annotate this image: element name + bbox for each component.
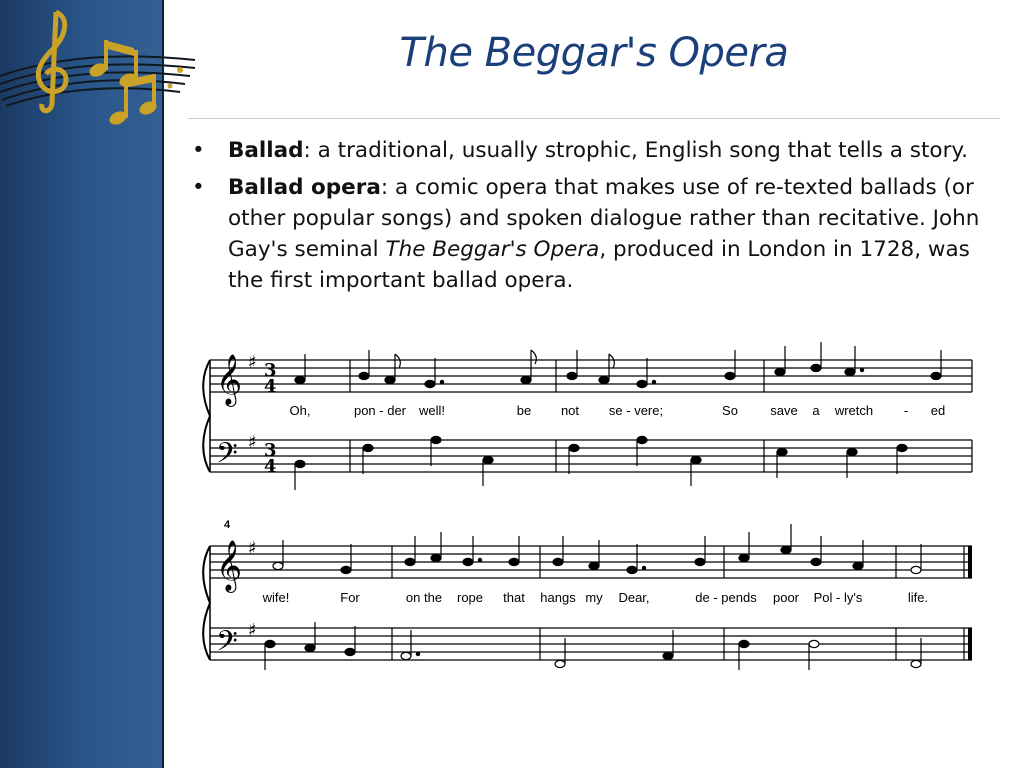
treble-notes-2 — [273, 524, 921, 574]
time-signature-icon: 3 — [264, 360, 277, 381]
treble-clef-icon: 𝄞 — [216, 354, 243, 405]
lyric-syllable: a — [812, 403, 820, 418]
term-label: Ballad — [228, 138, 304, 163]
lyric-syllable: pon - der — [353, 403, 407, 418]
lyric-syllable: on the — [405, 590, 443, 605]
time-signature-icon: 3 — [264, 440, 277, 461]
lyric-syllable: life. — [907, 590, 929, 605]
lyric-syllable: that — [503, 590, 525, 605]
bass-clef-icon: 𝄢 — [216, 625, 238, 665]
list-item — [188, 135, 988, 166]
definition-list — [188, 135, 988, 302]
treble-clef-icon: 𝄞 — [216, 540, 243, 591]
lyric-syllable: Dear, — [618, 590, 650, 605]
title-divider — [188, 118, 1000, 119]
key-signature-icon: ♯ — [248, 620, 257, 641]
lyric-syllable: wretch — [834, 403, 874, 418]
bullet-icon: • — [192, 175, 205, 200]
sheet-music — [196, 338, 986, 678]
lyric-syllable: de - pends — [695, 590, 757, 605]
lyric-syllable: well! — [418, 403, 446, 418]
time-signature-icon: 4 — [264, 376, 277, 397]
lyric-syllable: ed — [930, 403, 946, 418]
lyric-syllable: wife! — [262, 590, 290, 605]
key-signature-icon: ♯ — [248, 352, 257, 373]
lyric-syllable: se - vere; — [608, 403, 664, 418]
lyric-syllable: not — [560, 403, 580, 418]
lyric-syllable: my — [585, 590, 603, 605]
lyric-syllable: be — [516, 403, 532, 418]
lyric-syllable: So — [722, 403, 738, 418]
treble-notes-1 — [295, 342, 941, 388]
list-item — [188, 172, 988, 296]
time-signature-icon: 4 — [264, 456, 277, 477]
lyric-syllable: rope — [456, 590, 484, 605]
bullet-icon: • — [192, 138, 205, 163]
bass-notes-2 — [265, 622, 921, 670]
page-title: The Beggar's Opera — [399, 30, 789, 76]
lyric-syllable: - — [903, 403, 909, 418]
definition-text: , produced in London in 1728, was the first important ballad opera. — [228, 237, 970, 293]
key-signature-icon: ♯ — [248, 538, 257, 559]
lyric-syllable: save — [770, 403, 798, 418]
measure-number: 4 — [224, 519, 231, 531]
lyric-syllable: Pol - ly's — [813, 590, 863, 605]
term-label: Ballad opera — [228, 175, 381, 200]
lyric-syllable: poor — [772, 590, 800, 605]
lyric-syllable: For — [340, 590, 360, 605]
italic-title: The Beggar's Opera — [385, 237, 600, 262]
definition-text: : a traditional, usually strophic, English song that tells a story. — [303, 138, 968, 163]
definition-text: : a comic opera that makes use of re-texted ballads (or other popular songs) and spoken dialogue rather than recitative. John Gay's seminal — [228, 175, 980, 262]
gold-notes-icon — [87, 40, 158, 127]
lyric-syllable: Oh, — [289, 403, 311, 418]
bass-notes-1 — [295, 436, 907, 490]
bass-clef-icon: 𝄢 — [216, 437, 238, 477]
key-signature-icon: ♯ — [248, 432, 257, 453]
lyric-syllable: hangs — [540, 590, 576, 605]
